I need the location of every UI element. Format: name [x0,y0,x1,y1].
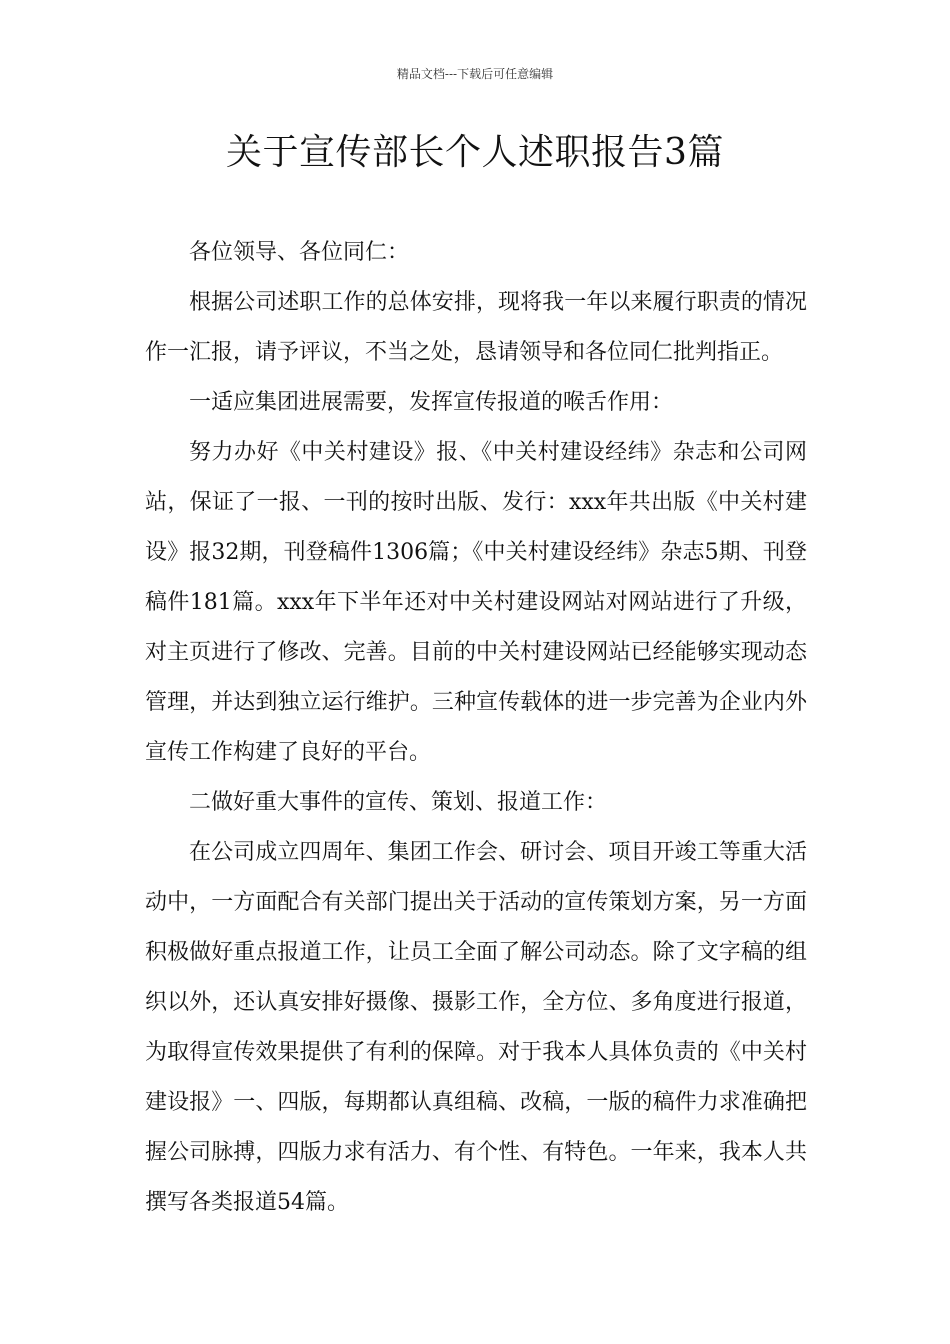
intro-paragraph: 根据公司述职工作的总体安排，现将我一年以来履行职责的情况作一汇报，请予评议，不当之处，恳请领导和各位同仁批判指正。 [145,290,807,365]
header-note: 精品文档---下载后可任意编辑 [396,67,554,81]
section-2-paragraph: 在公司成立四周年、集团工作会、研讨会、项目开竣工等重大活动中，一方面配合有关部门提出关于活动的宣传策划方案，另一方面积极做好重点报道工作，让员工全面了解公司动态。除了文字稿的组织以外，还认真安排好摄像、摄影工作，全方位、多角度进行报道，为取得宣传效果提供了有利的保障。对于我本人具体负责的《中关村建设报》一、四版，每期都认真组稿、改稿，一版的稿件力求准确把握公司脉搏，四版力求有活力、有个性、有特色。一年来，我本人共撰写各类报道54篇。 [145,840,807,1215]
section-1-paragraph: 努力办好《中关村建设》报、《中关村建设经纬》杂志和公司网站，保证了一报、一刊的按时出版、发行：xxx年共出版《中关村建设》报32期，刊登稿件1306篇；《中关村建设经纬》杂志5期、刊登稿件181篇。xxx年下半年还对中关村建设网站对网站进行了升级，对主页进行了修改、完善。目前的中关村建设网站已经能够实现动态管理，并达到独立运行维护。三种宣传载体的进一步完善为企业内外宣传工作构建了良好的平台。 [145,440,807,765]
salutation-paragraph: 各位领导、各位同仁： [189,240,410,265]
section-heading-1: 一适应集团进展需要，发挥宣传报道的喉舌作用： [189,390,674,415]
document-title: 关于宣传部长个人述职报告3篇 [226,132,724,173]
document-body [145,228,807,1228]
section-heading-2: 二做好重大事件的宣传、策划、报道工作： [189,790,608,815]
